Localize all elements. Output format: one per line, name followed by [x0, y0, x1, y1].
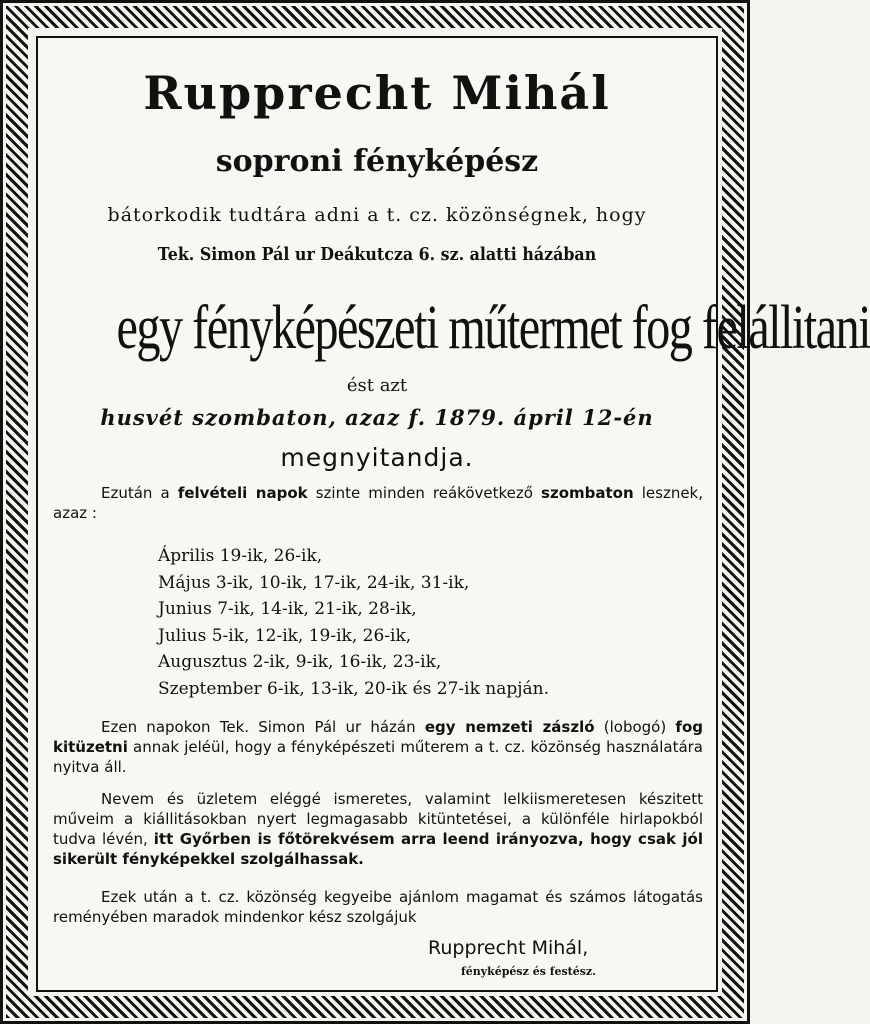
opening-date: husvét szombaton, azaz f. 1879. ápril 12-én — [100, 405, 654, 430]
text-span: (lobogó) — [594, 718, 676, 736]
paragraph-schedule-intro — [53, 483, 703, 523]
text-span: Ezen napokon Tek. Simon Pál ur házán — [101, 718, 425, 736]
bold-span: egy nemzeti zászló — [424, 718, 595, 736]
text-span: annak jeléül, hogy a fényképészeti műterem a t. cz. közönség használatára nyitva áll. — [53, 738, 703, 776]
date-row: Május 3-ik, 10-ik, 17-ik, 24-ik, 31-ik, — [158, 572, 470, 593]
signature-title: fényképész és festész. — [461, 965, 596, 978]
text-span: Nevem és üzletem eléggé ismeretes, valamint lelkiismeretesen készitett műveim a kiállitásokban nyert legmagasabb kitüntetései, a különféle hirlapokból tudva lévén, — [53, 790, 703, 848]
dates-list — [158, 543, 718, 702]
bold-span: felvételi napok — [177, 484, 308, 502]
date-row: Április 19-ik, 26-ik, — [158, 546, 323, 566]
paragraph-reputation — [53, 789, 703, 869]
signature-name: Rupprecht Mihál, — [428, 937, 589, 959]
connector-line: ést azt — [346, 375, 408, 396]
date-row: Augusztus 2-ik, 9-ik, 16-ik, 23-ik, — [158, 652, 442, 672]
paragraph-closing: Ezek után a t. cz. közönség kegyeibe ajánlom magamat és számos látogatás reményében maradok mindenkor kész szolgájuk — [53, 888, 703, 926]
date-row: Junius 7-ik, 14-ik, 21-ik, 28-ik, — [158, 599, 417, 619]
text-span: szinte minden reákövetkező — [307, 484, 542, 502]
date-row: Szeptember 6-ik, 13-ik, 20-ik és 27-ik napján. — [158, 678, 550, 699]
date-row: Julius 5-ik, 12-ik, 19-ik, 26-ik, — [158, 625, 412, 646]
bold-span: fog kitüzetni — [53, 718, 703, 756]
advertisement-content — [43, 43, 870, 987]
advertiser-name: Rupprecht Mihál — [143, 66, 611, 120]
address-line: Tek. Simon Pál ur Deákutcza 6. sz. alatti házában — [157, 244, 597, 265]
advertiser-profession: soproni fényképész — [215, 144, 539, 179]
intro-line: bátorkodik tudtára adni a t. cz. közönségnek, hogy — [107, 204, 647, 226]
headline: egy fényképészeti műtermet fog felállitani — [116, 294, 870, 362]
opening-word: megnyitandja. — [280, 443, 474, 472]
bold-span: itt Győrben is főtörekvésem arra leend irányozva, hogy csak jól sikerült fényképekkel szolgálhassak. — [53, 830, 704, 868]
text-span: Ezután a — [101, 484, 178, 502]
paragraph-flag — [53, 717, 703, 777]
text-span: lesznek, azaz : — [53, 484, 704, 522]
bold-span: szombaton — [541, 484, 634, 502]
